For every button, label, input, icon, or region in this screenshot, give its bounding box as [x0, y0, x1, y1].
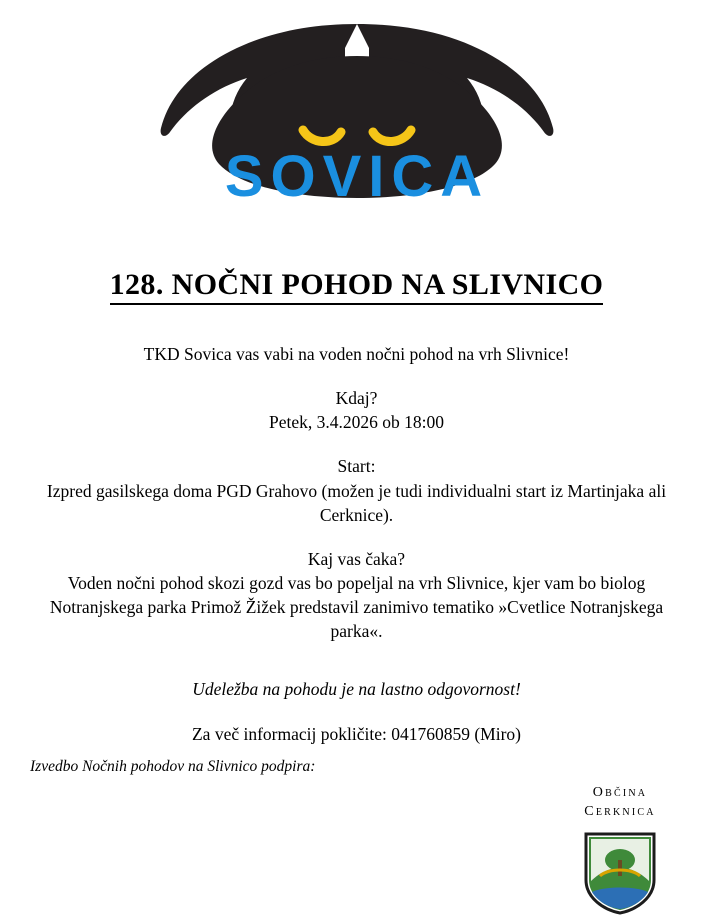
page-title-text: 128. NOČNI POHOD NA SLIVNICO: [110, 268, 604, 305]
municipality-crest-wrap: [555, 830, 685, 916]
section-start-line-2: Cerknice).: [319, 504, 394, 525]
coat-of-arms-icon: [582, 830, 658, 916]
section-caka-heading: Kaj vas čaka?: [307, 548, 406, 569]
section-caka-line-3: parka«.: [330, 621, 383, 642]
intro-text: TKD Sovica vas vabi na voden nočni pohod na vrh Slivnice!: [143, 344, 570, 364]
contact-text: Za več informacij pokličite: 041760859 (Miro): [191, 723, 521, 744]
sponsor-note: Izvedbo Nočnih pohodov na Slivnico podpira:: [30, 758, 316, 775]
section-start-line-1: Izpred gasilskega doma PGD Grahovo (možen je tudi individualni start iz Martinjaka ali: [46, 480, 667, 501]
section-kdaj-line-1: Petek, 3.4.2026 ob 18:00: [269, 412, 444, 433]
municipality-line-1: Občina: [592, 785, 648, 800]
svg-text:SOVICA: SOVICA: [224, 144, 489, 209]
municipality-block: [555, 784, 685, 916]
municipality-line-2: Cerknica: [584, 803, 656, 819]
owl-logo-icon: [97, 8, 617, 213]
section-caka-line-2: Notranjskega parka Primož Žižek predstavil zanimivo tematiko »Cvetlice Notranjskega: [49, 597, 664, 618]
logo-block: [0, 8, 713, 218]
section-caka-line-1: Voden nočni pohod skozi gozd vas bo popeljal na vrh Slivnice, kjer vam bo biolog: [67, 572, 646, 593]
page-title: [0, 268, 713, 302]
section-start-heading: Start:: [337, 456, 376, 477]
poster-content: [40, 342, 673, 746]
section-kdaj-heading: Kdaj?: [335, 388, 378, 409]
disclaimer-text: Udeležba na pohodu je na lastno odgovornost!: [192, 679, 521, 700]
